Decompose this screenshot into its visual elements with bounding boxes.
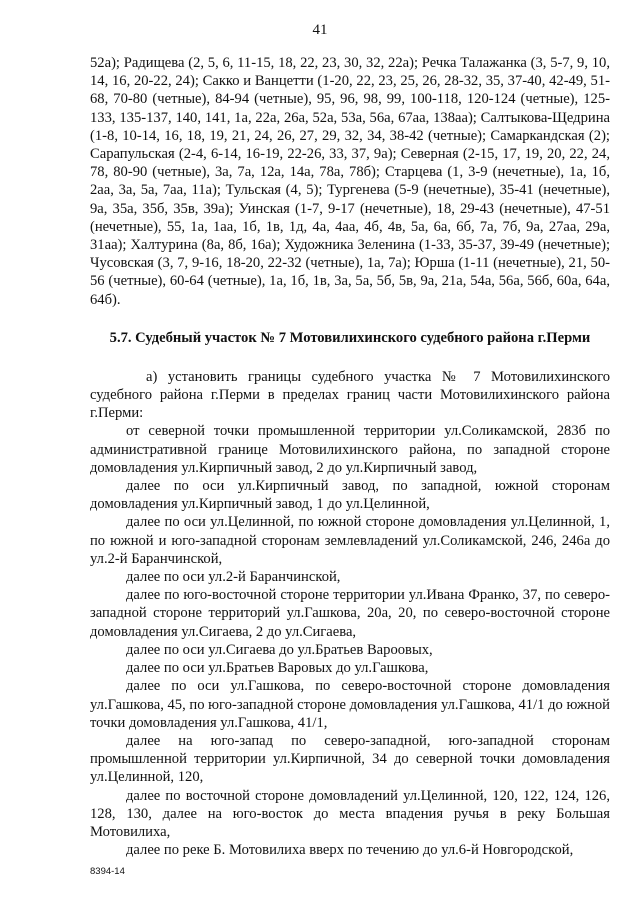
section-title: 5.7. Судебный участок № 7 Мотовилихинского судебного района г.Перми [109, 329, 591, 346]
document-body [90, 54, 610, 859]
boundary-line: далее по оси ул.2-й Баранчинской, [126, 569, 341, 586]
page-number: 41 [312, 22, 328, 38]
boundary-line: далее по восточной стороне домовладений ул.Целинной, 120, 122, 124, 126, 128, 130, далее на юго-восток до места впадения ручья в реку Большая Мотовилиха, [90, 787, 610, 840]
boundary-line: от северной точки промышленной территории ул.Соликамской, 283б по административной границе Мотовилихинского района, по западной стороне домовладения ул.Кирпичный завод, 2 до ул.Кирпичный завод, [90, 423, 610, 476]
clause-a: а) установить границы судебного участка № 7 Мотовилихинского судебного района г.Перми в пределах границ части Мотовилихинского района г.Перми: [90, 368, 610, 422]
address-list-paragraph: 52а); Радищева (2, 5, 6, 11-15, 18, 22, 23, 30, 32, 22а); Речка Талажанка (3, 5-7, 9, 10, 14, 16, 20-22, 24); Сакко и Ванцетти (1-20, 22, 23, 25, 26, 28-32, 35, 37-40, 42-49, 51-68, 70-80 (четные), 84-94 (четные), 95, 96, 98, 99, 100-118, 120-124 (четные), 125-133, 135-137, 140, 141, 1а, 22а, 26а, 52а, 53а, 56а, 67аа, 138аа); Салтыкова-Щедрина (1-8, 10-14, 16, 18, 19, 21, 24, 26, 27, 29, 32, 34, 38-42 (четные); Самаркандская (2); Сарапульская (2-4, 6-14, 16-19, 22-26, 33, 37, 9а); Северная (2-15, 17, 19, 20, 22, 24, 78, 80-90 (четные), 3а, 7а, 12а, 14а, 78а, 78б); Старцева (1, 3-9 (нечетные), 1а, 1б, 2аа, 3а, 5а, 7аа, 11а); Тульская (4, 5); Тургенева (5-9 (нечетные), 35-41 (нечетные), 9а, 35а, 35б, 35в, 39а); Уинская (1-7, 9-17 (нечетные), 18, 29-43 (нечетные), 47-51 (нечетные), 55, 1а, 1аа, 1б, 1в, 1д, 4а, 4аа, 4б, 4в, 5а, 6а, 6б, 7а, 7б, 9а, 27аа, 29а, 31аа); Халтурина (8а, 8б, 16а); Художника Зеленина (1-33, 35-37, 39-49 (нечетные); Чусовская (3, 7, 9-16, 18-20, 22-32 (четные), 1а, 7а); Юрша (1-11 (нечетные), 21, 50-56 (четные), 60-64 (четные), 1а, 1б, 1в, 3а, 5а, 5б, 5в, 9а, 21а, 54а, 56а, 56б, 60а, 64а, 64б). [90, 55, 610, 308]
boundary-line: далее по оси ул.Братьев Варовых до ул.Гашкова, [126, 660, 429, 677]
boundary-line: далее по оси ул.Кирпичный завод, по западной, южной сторонам домовладения ул.Кирпичный завод, 1 до ул.Целинной, [90, 478, 610, 513]
boundary-line: далее на юго-запад по северо-западной, юго-западной сторонам промышленной территории ул.Кирпичной, 34 до северной точки домовладения ул.Целинной, 120, [90, 732, 610, 786]
boundary-line: далее по реке Б. Мотовилиха вверх по течению до ул.6-й Новгородской, [126, 842, 574, 859]
boundary-line: далее по оси ул.Сигаева до ул.Братьев Вароовых, [126, 641, 433, 658]
boundary-line: далее по юго-восточной стороне территории ул.Ивана Франко, 37, по северо-западной стороне территорий ул.Гашкова, 20а, 20, по северо-восточной стороне домовладения ул.Сигаева, 2 до ул.Сигаева, [90, 587, 610, 640]
boundary-line: далее по оси ул.Целинной, по южной стороне домовладения ул.Целинной, 1, по южной и юго-западной сторонам землевладений ул.Соликамской, 246, 246а до ул.2-й Баранчинской, [90, 514, 610, 567]
document-code: 8394-14 [90, 866, 125, 877]
boundary-line: далее по оси ул.Гашкова, по северо-восточной стороне домовладения ул.Гашкова, 45, по юго-западной стороне домовладения ул.Гашкова, 41/1 до южной точки домовладения ул.Гашкова, 41/1, [90, 678, 610, 731]
